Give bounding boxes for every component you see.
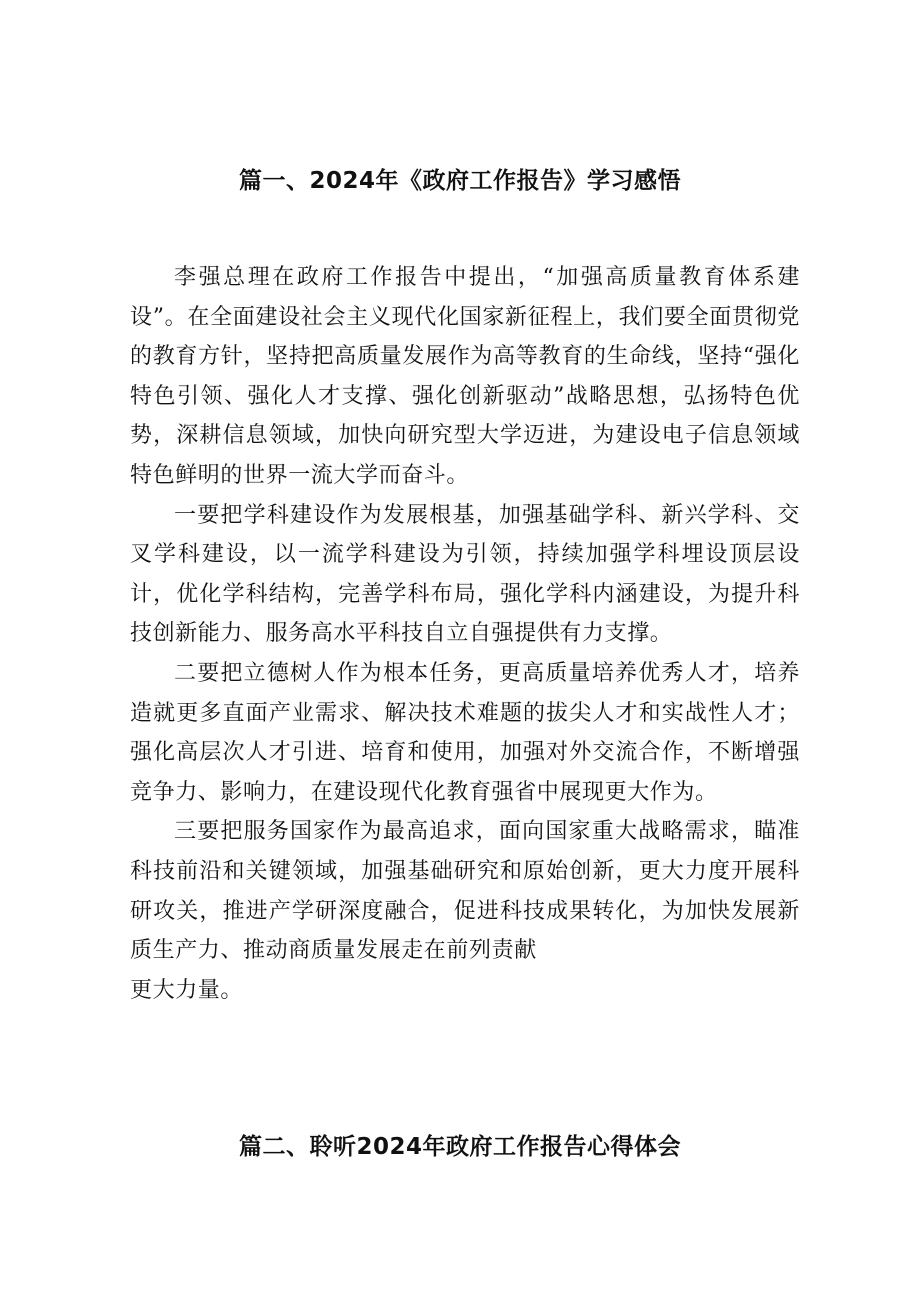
- paragraph-point-3: 三要把服务国家作为最高追求，面向国家重大战略需求，瞄准科技前沿和关键领域，加强基础研究和原始创新，更大力度开展科研攻关，推进产学研深度融合，促进科技成果转化，为加快发展新质生产力、推动商质量发展走在前列责献: [130, 819, 800, 964]
- paragraph-point-1: 一要把学科建设作为发展根基，加强基础学科、新兴学科、交叉学科建设，以一流学科建设为引领，持续加强学科埋设顶层设计，优化学科结构，完善学科布局，强化学科内涵建设，为提升科技创新能力、服务高水平科技自立自强提供有力支撑。: [130, 502, 800, 647]
- paragraph-point-2: 二要把立德树人作为根本任务，更高质量培养优秀人才，培养造就更多直面产业需求、解决技术难题的拔尖人才和实战性人才；强化高层次人才引进、培育和使用，加强对外交流合作，不断增强竞争力、影响力，在建设现代化教育强省中展现更大作为。: [130, 660, 800, 805]
- section-1-title: 篇一、2024年《政府工作报告》学习感悟: [238, 168, 681, 194]
- paragraph-intro: 李强总理在政府工作报告中提出，“加强高质量教育体系建设”。在全面建设社会主义现代化国家新征程上，我们要全面贯彻党的教育方针，坚持把高质量发展作为高等教育的生命线，坚持“强化特色引领、强化人才支撑、强化创新驱动”战略思想，弘扬特色优势，深耕信息领域，加快向研究型大学迈进，为建设电子信息领域特色鲜明的世界一流大学而奋斗。: [130, 265, 800, 488]
- paragraph-trailing-line: 更大力量。: [130, 977, 244, 1003]
- section-1-body: [130, 258, 800, 1010]
- section-2-title: 篇二、聆听2024年政府工作报告心得体会: [238, 1134, 681, 1160]
